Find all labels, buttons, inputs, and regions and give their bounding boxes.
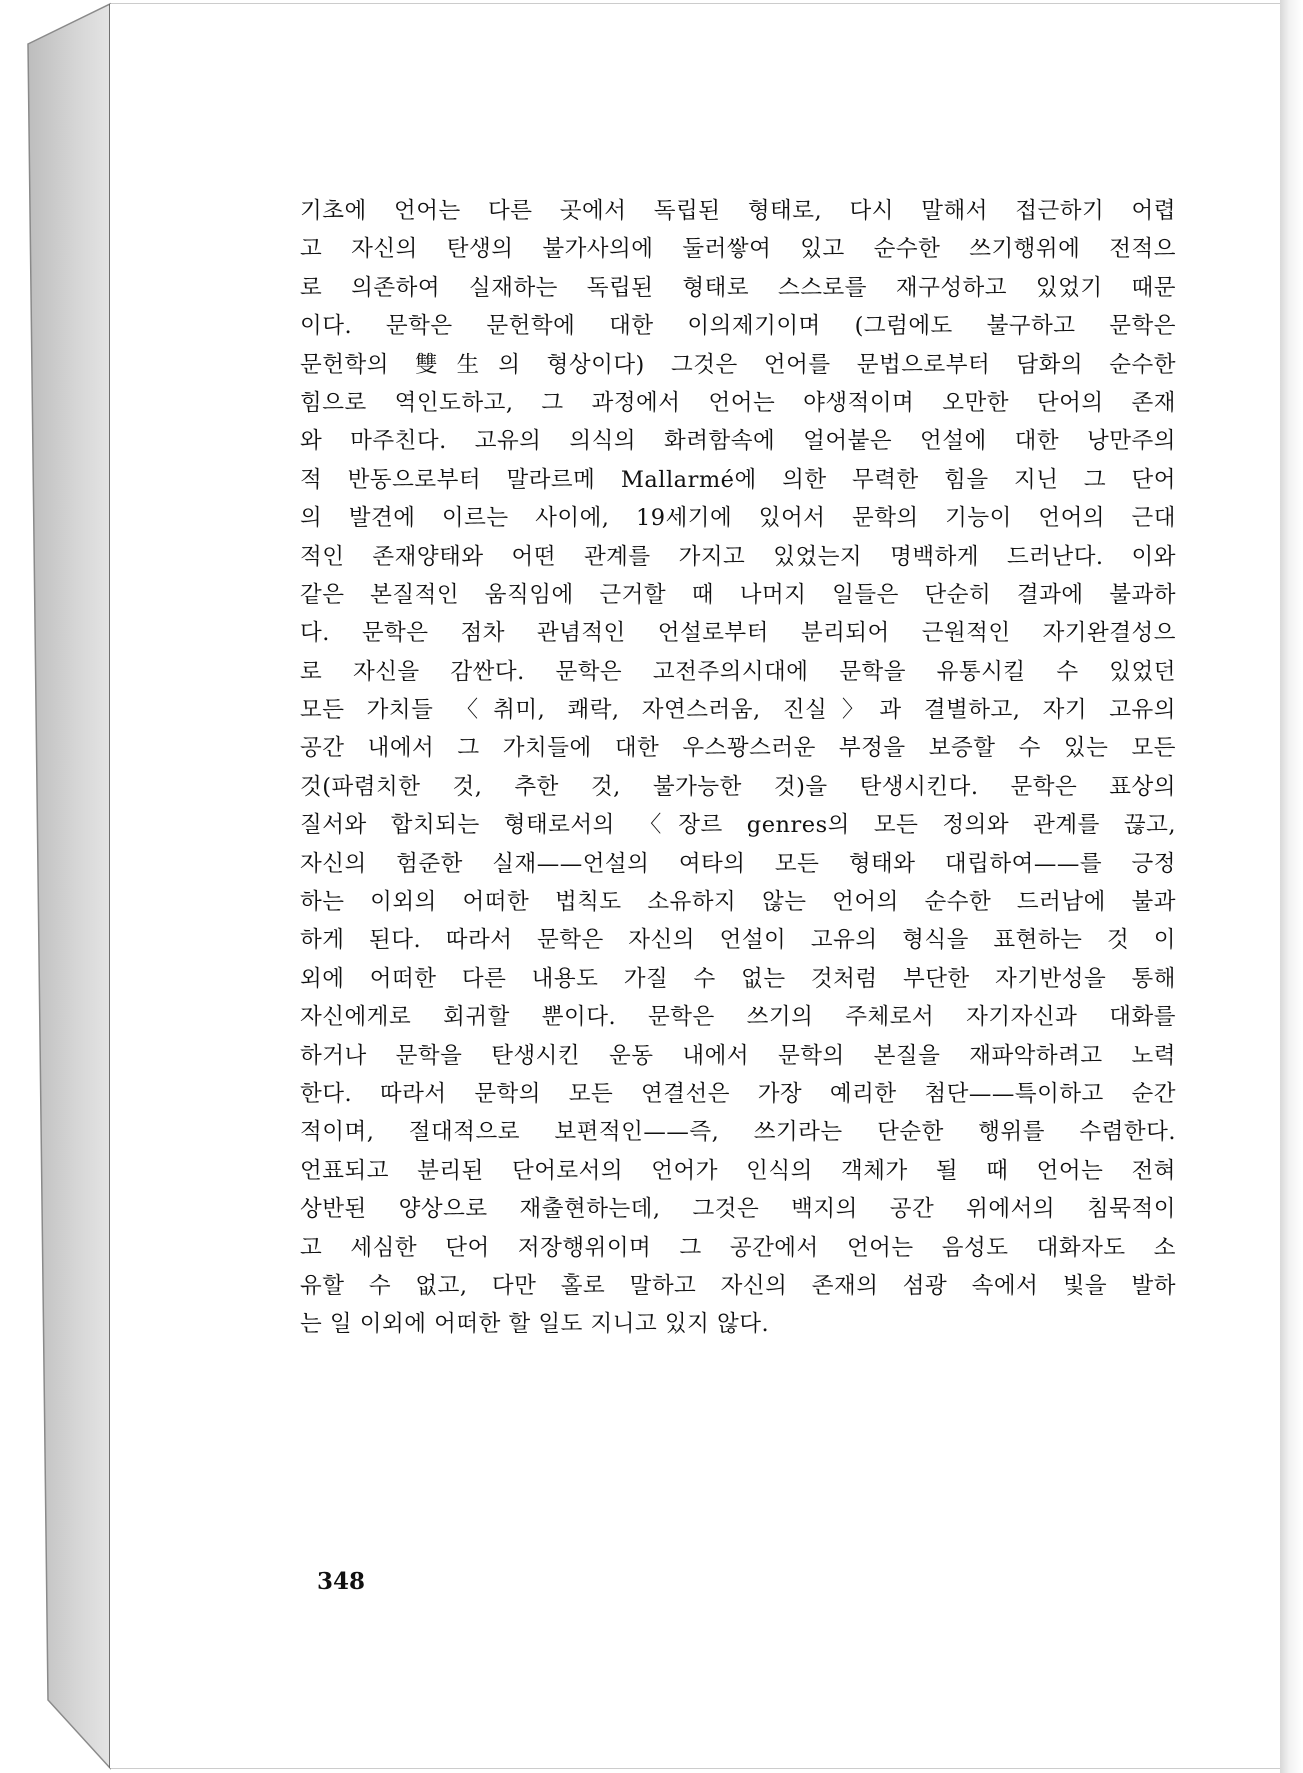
text-line: 문헌학의 雙生의 형상이다) 그것은 언어를 문법으로부터 담화의 순수한 [300,351,1176,378]
text-line: 한다. 따라서 문학의 모든 연결선은 가장 예리한 첨단——특이하고 순간 [300,1080,1176,1107]
text-line: 이다. 문학은 문헌학에 대한 이의제기이며 (그럼에도 불구하고 문학은 [300,313,1176,340]
text-line: 외에 어떠한 다른 내용도 가질 수 없는 것처럼 부단한 자기반성을 통해 [300,965,1176,992]
text-line: 적 반동으로부터 말라르메 Mallarmé에 의한 무력한 힘을 지닌 그 단어 [300,466,1176,493]
text-line: 같은 본질적인 움직임에 근거할 때 나머지 일들은 단순히 결과에 불과하 [300,581,1176,608]
text-line: 유할 수 없고, 다만 홀로 말하고 자신의 존재의 섬광 속에서 빛을 발하 [300,1272,1176,1299]
text-line: 상반된 양상으로 재출현하는데, 그것은 백지의 공간 위에서의 침묵적이 [300,1196,1176,1223]
text-line: 로 자신을 감싼다. 문학은 고전주의시대에 문학을 유통시킬 수 있었던 [300,658,1176,685]
text-line: 와 마주친다. 고유의 의식의 화려함속에 얼어붙은 언설에 대한 낭만주의 [300,428,1176,455]
text-line: 다. 문학은 점차 관념적인 언설로부터 분리되어 근원적인 자기완결성으 [300,620,1176,647]
text-line: 고 세심한 단어 저장행위이며 그 공간에서 언어는 음성도 대화자도 소 [300,1234,1176,1261]
text-line: 하거나 문학을 탄생시킨 운동 내에서 문학의 본질을 재파악하려고 노력 [300,1042,1176,1069]
text-line: 언표되고 분리된 단어로서의 언어가 인식의 객체가 될 때 언어는 전혀 [300,1157,1176,1184]
text-line: 것(파렴치한 것, 추한 것, 불가능한 것)을 탄생시킨다. 문학은 표상의 [300,773,1176,800]
text-line: 고 자신의 탄생의 불가사의에 둘러쌓여 있고 순수한 쓰기행위에 전적으 [300,236,1176,263]
text-line: 적이며, 절대적으로 보편적인——즉, 쓰기라는 단순한 행위를 수렴한다. [300,1119,1176,1146]
page-body-text [300,192,1176,1344]
text-line: 기초에 언어는 다른 곳에서 독립된 형태로, 다시 말해서 접근하기 어렵 [300,198,1176,224]
text-line: 모든 가치들 〈취미, 쾌락, 자연스러움, 진실〉과 결별하고, 자기 고유의 [300,697,1176,724]
text-line: 질서와 합치되는 형태로서의 〈장르 genres의 모든 정의와 관계를 끊고, [300,812,1176,839]
text-line: 로 의존하여 실재하는 독립된 형태로 스스로를 재구성하고 있었기 때문 [300,274,1176,301]
text-line: 공간 내에서 그 가치들에 대한 우스꽝스러운 부정을 보증할 수 있는 모든 [300,735,1176,762]
text-line: 힘으로 역인도하고, 그 과정에서 언어는 야생적이며 오만한 단어의 존재 [300,389,1176,416]
text-line: 자신에게로 회귀할 뿐이다. 문학은 쓰기의 주체로서 자기자신과 대화를 [300,1004,1176,1031]
text-line: 하게 된다. 따라서 문학은 자신의 언설이 고유의 형식을 표현하는 것 이 [300,927,1176,954]
text-line: 적인 존재양태와 어떤 관계를 가지고 있었는지 명백하게 드러난다. 이와 [300,543,1176,570]
text-line: 의 발견에 이르는 사이에, 19세기에 있어서 문학의 기능이 언어의 근대 [300,505,1176,532]
page-number: 348 [317,1568,366,1595]
page-edge-shadow [1280,0,1303,1773]
text-line: 하는 이외의 어떠한 법칙도 소유하지 않는 언어의 순수한 드러남에 불과 [300,889,1176,916]
text-line: 는 일 이외에 어떠한 할 일도 지니고 있지 않다. [300,1311,770,1338]
text-line: 자신의 험준한 실재——언설의 여타의 모든 형태와 대립하여——를 긍정 [300,850,1176,877]
